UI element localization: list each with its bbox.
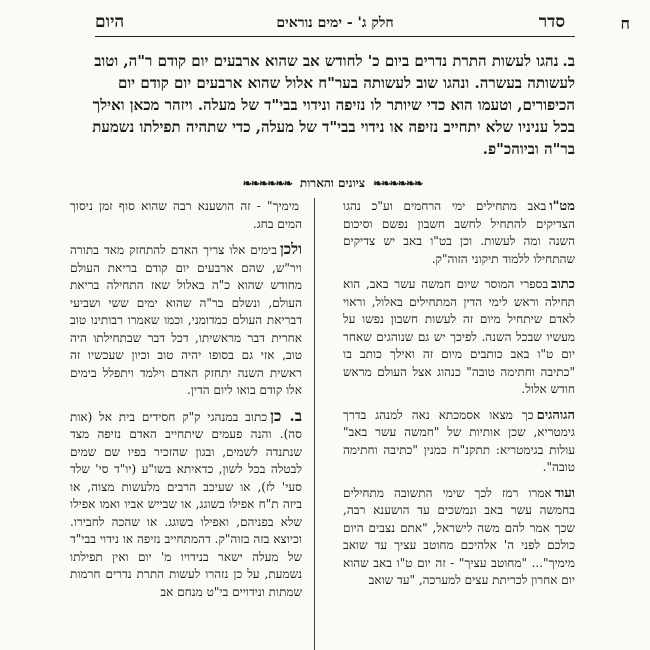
note-text: בימים אלו צריך האדם להתחזק מאד בתורה ויר"ש, שהם ארבעים יום קודם בריאת העולם מחודש שהוא כ"ה באלול שאז התחילה בריאת העולם, ונשלם בר"ה שהוא ימים ששי ושביעי דבריאת העולם כמדומני, וכמו שאמרו רבותינו טוב אחרית דבר מראשיתו, דכל דבר שבתחילתו היה טוב, אזי גם בסופו יהיה טוב וכיון שעכשיו זה ראשית השנה יתחזק האדם וילמד ויתפלל בימים אלו קודם בואו ליום הדין. xyxy=(70,243,302,397)
note-label: הגוהגים xyxy=(536,407,575,423)
notes-columns xyxy=(70,198,575,650)
main-paragraph-text: נהגו לעשות התרת נדרים ביום כ' לחודש אב שהוא ארבעים יום קודם ר"ה, וטוב לעשותה בעשרה. ונהגו שוב לעשותה בער"ח אלול שהוא ארבעים יום קודם יום הכיפורים, וטעמו הוא כדי שיותר לו נזיפה ונידוי בבי"ד של מעלה. ויזהר מכאן ואילך בכל עניניו שלא יתחייב נזיפה או נידוי בבי"ד של מעלה, כדי שתהיה תפילתו נשמעת בר"ה וביוהכ"פ. xyxy=(92,52,575,158)
note-label: ולכן xyxy=(279,240,302,258)
page-number: ח xyxy=(620,14,630,33)
note-paragraph xyxy=(70,408,302,602)
note-text: בספרי המוסר שיום חמשה עשר באב, הוא תחילה וראש לימי הדין המתחילים באלול, וראוי לאדם שיתחיל מיום זה לעשות חשבון נפשו על מעשיו שבכל השנה. לפיכך יש גם שנוהגים שאחר יום ט"ו באב כותבים מיום זה ואילך כותב בו "כתיבה וחתימה טובה" כנהוג אצל העולם מראש חודש אלול. xyxy=(343,277,575,396)
note-label: ועוד xyxy=(554,485,575,501)
ornament-left-icon: ❧❧❧❧❧❧ xyxy=(242,176,292,190)
divider-title: ציונים והארות xyxy=(299,175,366,190)
ornament-right-icon: ❧❧❧❧❧❧ xyxy=(373,176,423,190)
note-text: כך מצאו אסמכתא נאה למנהג בדרך גימטריא, שכן אותיות של "חמשה עשר באב" עולות בגימטריא: תתקנ"ח כמנין "כתיבה וחתימה טובה". xyxy=(343,407,575,474)
note-paragraph xyxy=(343,198,575,268)
note-paragraph xyxy=(70,198,302,233)
note-text: באב מתחילים ימי הרחמים וע"כ נהגו הצדיקים להתחיל לחשב חשבון נפשם וסיכום השנה ומה לעשות. וכן בט"ו באב יש צדיקים שהתחילו ללמוד תיקוני הזוה"ק. xyxy=(343,199,575,266)
header-section: חלק ג' - ימים נוראים xyxy=(276,15,394,31)
header-seder: סדר xyxy=(538,12,565,32)
note-paragraph xyxy=(343,407,575,477)
left-column xyxy=(70,198,302,609)
right-column xyxy=(343,198,575,598)
note-paragraph xyxy=(343,485,575,590)
note-label: כתוב xyxy=(551,277,575,292)
note-label: ב. כן xyxy=(270,406,302,425)
note-paragraph xyxy=(343,276,575,399)
column-rule xyxy=(314,198,315,650)
note-text: אמרו רמז לכך שימי התשובה מתחילים בחמשה עשר באב ונמשכים עד הושענא רבה, שכך אמר להם משה לישראל, "אתם נצבים היום כולכם לפני ה' אלהיכם מחוטב עציך עד שואב מימיך"... "מחוטב עציך" - זה יום ט"ו באב שהוא יום אחרון לכריתת עצים למערכה, "עד שואב xyxy=(343,485,575,587)
main-paragraph xyxy=(70,50,575,160)
main-paragraph-label: ב. xyxy=(562,52,575,70)
section-divider xyxy=(155,175,510,191)
note-paragraph xyxy=(70,241,302,400)
note-text: כתוב במנהגי ק"ק חסידים בית אל (אות סה). והנה פעמים שיתחייב האדם נזיפה מצד שנתנדה לשמים, ובגון שהזכיר בפיו שם שמים לבטלה בכל לשון, כדאיתא בשו"ע (יו"ד סי' שלד סעי' לז), או שעיכב הרבים מלעשות מצוה, או ביזה ת"ח אפילו בשוגג, או שבייש אביו ואמו אפילו שלא בפניהם, ואפילו בשוגג. או שהכה לחבירו. וכיוצא בזה בזוה"ק. דהמתחייב נזיפה או נידוי בבי"ד של מעלה ישאר בנידויו מ' יום ואין תפילתו נשמעת, על כן נזהרו לעשות התרת נדרים חרמות שמתות ונידויים בי"ט מנחם אב xyxy=(70,409,302,599)
header-hayom: היום xyxy=(95,12,125,32)
running-header xyxy=(95,6,630,37)
note-label: מט"ו xyxy=(549,199,575,214)
note-text: מימיך" - זה הושענא רבה שהוא סוף זמן ניסוך המים בחג. xyxy=(70,199,302,231)
